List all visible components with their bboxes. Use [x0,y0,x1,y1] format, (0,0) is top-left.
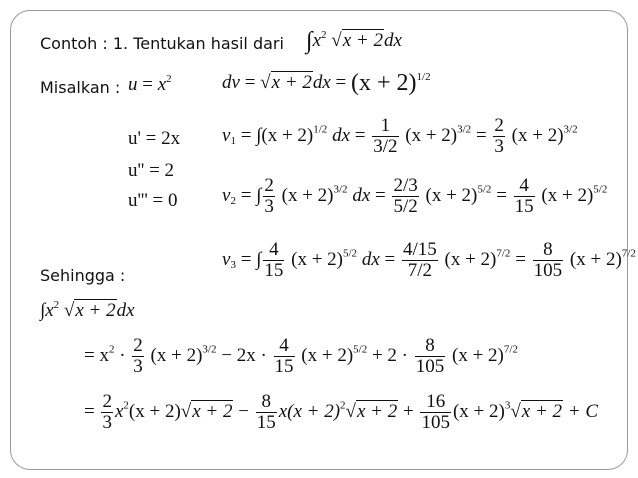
math-token: 8 [415,336,446,357]
math-token: (x + 2) [291,248,343,270]
square-root [356,400,398,422]
math-token: (x + 2) [301,344,354,366]
u-third-derivative: u''' = 0 [128,190,178,211]
math-token: (x + 2) [452,344,504,366]
math-token: 1/2 [416,70,431,83]
fraction [274,336,295,377]
math-token: dx [332,124,350,146]
fraction [402,240,438,281]
math-token: 3/2 [373,135,398,157]
math-token: √ [510,400,521,422]
square-root [74,299,116,321]
v2-equation [222,176,607,217]
math-token: (x + 2) [261,124,314,146]
math-token: 2 [321,28,327,41]
math-token: (x + 2) [405,124,458,146]
math-token: 8 [533,240,564,261]
math-token: 1/2 [313,123,328,136]
dv-definition [222,70,431,97]
math-token: v [222,248,231,270]
math-token: = [244,72,256,93]
math-token: = [240,248,252,270]
math-token: 2 [53,298,60,311]
math-token: ∫ [256,248,262,270]
math-token: 3 [102,411,112,433]
math-token: ∫ [256,184,262,206]
math-token: 5/2 [593,183,608,196]
math-token: 2 [133,335,143,356]
fraction [420,392,451,433]
math-token: 105 [421,411,450,433]
square-root [521,400,563,422]
fraction [533,240,564,281]
math-token: √ [63,300,75,321]
math-token: 1 [372,116,398,137]
math-token: 2 [123,399,129,412]
fraction [263,240,284,281]
math-token: v [222,184,231,206]
math-token: 3 [230,259,236,272]
math-token: √ [345,400,356,422]
square-root [191,400,233,422]
math-token: − 2x · [221,344,267,366]
math-token: = [142,74,153,95]
math-token: 4 [514,176,535,197]
u-definition [128,74,172,96]
math-token: = [375,184,386,206]
math-token: = [384,248,396,270]
u-second-derivative: u'' = 2 [128,160,175,181]
math-token: x + 2 [75,300,116,321]
math-token: ∫ [256,124,262,146]
fraction [101,392,113,433]
math-token: ∫ [306,28,313,54]
u-first-derivative: u' = 2x [128,128,181,149]
result-line-2 [84,392,598,433]
math-token: (x + 2) [541,184,594,206]
math-token: (x + 2) [351,70,417,96]
math-token: 7/2 [407,259,432,281]
math-token: (x + 2) [150,344,203,366]
math-token: x + 2 [356,400,398,422]
math-token: = [354,124,366,146]
math-token: 105 [533,259,563,281]
math-token: 2 [230,195,236,208]
math-token: = [335,72,347,93]
math-token: 8 [256,392,277,413]
math-token: x [114,400,124,422]
fraction [415,336,446,377]
square-root [346,401,399,423]
math-token: 2 [340,399,346,412]
math-token: 105 [415,355,445,377]
math-token: (x + 2) [444,248,497,270]
math-token: 2 [108,343,115,356]
math-token: 4 [263,240,284,261]
math-token: dx [116,300,135,321]
math-token: 4/15 [402,239,437,260]
math-token: (x + 2) [569,248,622,270]
math-token: 3/2 [457,123,472,136]
math-token: √ [260,72,271,93]
math-token: = [240,124,252,146]
math-token: 5/2 [393,195,418,217]
math-token: √ [331,30,342,51]
math-token: 15 [514,195,534,217]
square-root [342,29,384,51]
math-token: 15 [264,259,284,281]
square-root [64,300,117,322]
math-token: x [312,30,322,51]
v1-equation [222,116,578,157]
math-token: 2/3 [393,175,418,196]
math-token: 2 [494,115,504,136]
math-token: − [238,400,249,422]
math-token: dx [383,30,402,51]
math-token: 3/2 [333,183,348,196]
math-token: √ [180,400,192,422]
math-token: (x + 2) [452,400,505,422]
math-token: (x + 2) [425,184,478,206]
math-token: 3/2 [202,343,217,356]
math-token: (x + 2) [511,124,564,146]
math-token: 7/2 [621,247,636,260]
math-token: dx [361,248,380,270]
math-token: u [128,74,138,95]
fraction [256,392,277,433]
math-token: 4 [274,336,295,357]
math-token: ∫ [40,300,46,321]
square-root [510,401,563,423]
square-root [181,401,234,423]
square-root [331,30,384,52]
math-token: 16 [420,392,451,413]
math-token: 3 [494,135,504,157]
math-token: dx [352,184,371,206]
math-token: 3/2 [563,123,578,136]
math-token: = [515,248,526,270]
math-token: 5/2 [477,183,492,196]
math-token: (x + 2) [281,184,334,206]
fraction [514,176,535,217]
math-token: dv [222,72,240,93]
math-token: = [496,184,507,206]
problem-title: Contoh : 1. Tentukan hasil dari [40,34,284,53]
math-token: x + 2 [271,72,312,93]
math-token: 2 [264,175,274,196]
math-token: 3 [133,355,143,377]
math-token: = x [84,344,109,366]
result-line-1 [84,336,518,377]
math-token: = [475,124,487,146]
math-token: 7/2 [496,247,511,260]
square-root [271,71,313,93]
math-token: 5/2 [353,343,368,356]
fraction [493,116,505,157]
math-token: x [45,300,54,321]
math-token: 15 [274,355,294,377]
math-token: (x + 2) [128,400,181,422]
sehingga-label: Sehingga : [40,266,126,285]
fraction [372,116,398,157]
math-token: 7/2 [503,343,518,356]
v3-equation [222,240,636,281]
math-token: + 2 · [371,344,409,366]
fraction [392,176,418,217]
math-token: · [119,344,126,366]
problem-integral [306,28,402,55]
math-token: x(x + 2) [278,400,341,422]
math-token: 5/2 [343,247,358,260]
fraction [263,176,275,217]
math-token: + C [567,400,599,422]
math-token: v [222,124,231,146]
math-token: = [240,184,252,206]
math-token: 2 [166,72,172,85]
math-token: 3 [264,195,274,217]
math-token: x + 2 [521,400,563,422]
math-token: 15 [256,411,276,433]
fraction [132,336,144,377]
math-token: x + 2 [192,400,233,422]
math-token: x [157,74,167,95]
math-token: dx [312,72,331,93]
math-token: 1 [230,135,236,148]
math-token: 2 [102,391,112,412]
math-token: x + 2 [342,30,383,51]
math-token: = [84,400,95,422]
math-token: 3 [504,399,511,412]
math-token: + [403,400,414,422]
integral-restated [40,300,135,322]
misalkan-label: Misalkan : [40,78,121,97]
square-root [260,72,313,94]
